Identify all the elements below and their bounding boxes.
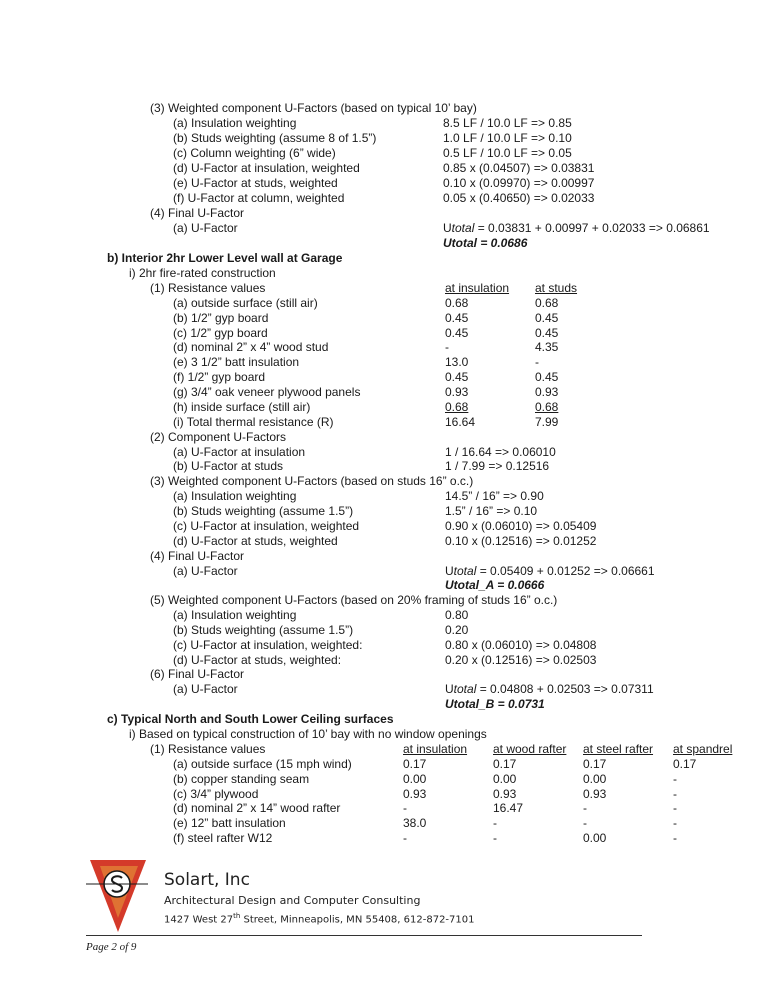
text-line: (a) U-Factor	[173, 564, 238, 578]
text-line: (a) outside surface (15 mph wind)	[173, 757, 352, 771]
value-cell: 0.17	[673, 757, 697, 771]
value-cell: Utotal_B = 0.0731	[445, 697, 545, 711]
value-cell: 38.0	[403, 816, 427, 830]
value-cell: 0.45	[535, 326, 559, 340]
value-cell: 0.20 x (0.12516) => 0.02503	[445, 653, 597, 667]
value-cell: 0.05 x (0.40650) => 0.02033	[443, 191, 595, 205]
text-line: (a) Insulation weighting	[173, 608, 297, 622]
company-address: 1427 West 27th Street, Minneapolis, MN 55408, 612-872-7101	[164, 912, 475, 926]
text-line: (f) steel rafter W12	[173, 831, 273, 845]
text-line: (e) U-Factor at studs, weighted	[173, 176, 338, 190]
value-cell: -	[493, 816, 497, 830]
value-cell: Utotal = 0.04808 + 0.02503 => 0.07311	[445, 682, 654, 696]
value-cell: -	[673, 816, 677, 830]
value-cell: 8.5 LF / 10.0 LF => 0.85	[443, 116, 572, 130]
value-cell: 0.10 x (0.09970) => 0.00997	[443, 176, 595, 190]
value-cell: Utotal = 0.05409 + 0.01252 => 0.06661	[445, 564, 655, 578]
text-line: (1) Resistance values	[150, 742, 266, 756]
value-cell: Utotal_A = 0.0666	[445, 578, 545, 592]
text-line: (a) U-Factor	[173, 682, 238, 696]
text-line: (1) Resistance values	[150, 281, 266, 295]
text-line: (f) U-Factor at column, weighted	[173, 191, 345, 205]
value-cell: 0.10 x (0.12516) => 0.01252	[445, 534, 597, 548]
text-line: (c) Column weighting (6” wide)	[173, 146, 336, 160]
text-line: (a) U-Factor	[173, 221, 238, 235]
text-line: (e) 12” batt insulation	[173, 816, 286, 830]
value-cell: -	[583, 816, 587, 830]
value-cell: 1 / 16.64 => 0.06010	[445, 445, 556, 459]
text-line: (b) U-Factor at studs	[173, 459, 284, 473]
value-cell: 0.00	[403, 772, 427, 786]
value-cell: -	[403, 801, 407, 815]
text-line: (3) Weighted component U-Factors (based on typical 10’ bay)	[150, 101, 477, 115]
text-line: (c) 3/4” plywood	[173, 787, 259, 801]
value-cell: 0.85 x (0.04507) => 0.03831	[443, 161, 595, 175]
text-line: c) Typical North and South Lower Ceiling surfaces	[107, 712, 394, 726]
value-cell: -	[583, 801, 587, 815]
footer-divider	[86, 935, 642, 936]
solart-logo-icon	[86, 858, 148, 934]
value-cell: 0.68	[535, 400, 559, 414]
text-line: (h) inside surface (still air)	[173, 400, 311, 414]
text-line: (d) U-Factor at insulation, weighted	[173, 161, 360, 175]
text-line: (g) 3/4” oak veneer plywood panels	[173, 385, 361, 399]
value-cell: 0.5 LF / 10.0 LF => 0.05	[443, 146, 572, 160]
value-cell: 13.0	[445, 355, 469, 369]
value-cell: Utotal = 0.03831 + 0.00997 + 0.02033 => 0.06861	[443, 221, 710, 235]
page-number: Page 2 of 9	[86, 941, 137, 953]
text-line: (b) 1/2” gyp board	[173, 311, 269, 325]
value-cell: at spandrel	[673, 742, 733, 756]
value-cell: 0.00	[493, 772, 517, 786]
text-line: (a) Insulation weighting	[173, 489, 297, 503]
text-line: (4) Final U-Factor	[150, 206, 245, 220]
value-cell: 0.80	[445, 608, 469, 622]
value-cell: 0.68	[445, 296, 469, 310]
value-cell: at insulation	[403, 742, 468, 756]
text-line: (c) U-Factor at insulation, weighted	[173, 519, 360, 533]
value-cell: 0.90 x (0.06010) => 0.05409	[445, 519, 597, 533]
text-line: (2) Component U-Factors	[150, 430, 287, 444]
text-line: (f) 1/2” gyp board	[173, 370, 266, 384]
value-cell: 16.47	[493, 801, 524, 815]
value-cell: -	[535, 355, 539, 369]
value-cell: 0.45	[445, 370, 469, 384]
text-line: (a) Insulation weighting	[173, 116, 297, 130]
text-line: (a) outside surface (still air)	[173, 296, 318, 310]
value-cell: at studs	[535, 281, 578, 295]
company-tagline: Architectural Design and Computer Consulting	[164, 894, 421, 907]
text-line: i) Based on typical construction of 10’ bay with no window openings	[129, 727, 487, 741]
text-line: (d) U-Factor at studs, weighted	[173, 534, 338, 548]
text-line: (c) U-Factor at insulation, weighted:	[173, 638, 363, 652]
value-cell: -	[673, 787, 677, 801]
value-cell: 0.68	[535, 296, 559, 310]
text-line: (3) Weighted component U-Factors (based on studs 16” o.c.)	[150, 474, 474, 488]
value-cell: 14.5” / 16” => 0.90	[445, 489, 544, 503]
value-cell: 0.93	[403, 787, 427, 801]
text-line: (b) Studs weighting (assume 1.5”)	[173, 504, 354, 518]
value-cell: 0.93	[535, 385, 559, 399]
text-line: (i) Total thermal resistance (R)	[173, 415, 334, 429]
value-cell: 0.45	[535, 370, 559, 384]
text-line: (5) Weighted component U-Factors (based on 20% framing of studs 16” o.c.)	[150, 593, 558, 607]
value-cell: 0.80 x (0.06010) => 0.04808	[445, 638, 597, 652]
value-cell: at wood rafter	[493, 742, 567, 756]
value-cell: -	[673, 772, 677, 786]
text-line: (e) 3 1/2” batt insulation	[173, 355, 300, 369]
value-cell: 0.20	[445, 623, 469, 637]
text-line: b) Interior 2hr Lower Level wall at Garage	[107, 251, 343, 265]
value-cell: 0.17	[493, 757, 517, 771]
text-line: (d) nominal 2” x 4” wood stud	[173, 340, 329, 354]
value-cell: -	[403, 831, 407, 845]
value-cell: 0.93	[445, 385, 469, 399]
value-cell: at steel rafter	[583, 742, 654, 756]
text-line: i) 2hr fire-rated construction	[129, 266, 276, 280]
value-cell: -	[673, 801, 677, 815]
value-cell: 0.93	[493, 787, 517, 801]
value-cell: 0.00	[583, 772, 607, 786]
text-line: (c) 1/2” gyp board	[173, 326, 268, 340]
text-line: (4) Final U-Factor	[150, 549, 245, 563]
value-cell: at insulation	[445, 281, 510, 295]
value-cell: 0.17	[583, 757, 607, 771]
value-cell: 0.00	[583, 831, 607, 845]
value-cell: Utotal = 0.0686	[443, 236, 528, 250]
text-line: (6) Final U-Factor	[150, 667, 245, 681]
value-cell: -	[493, 831, 497, 845]
text-line: (b) copper standing seam	[173, 772, 310, 786]
text-line: (d) U-Factor at studs, weighted:	[173, 653, 342, 667]
company-name: Solart, Inc	[164, 870, 250, 890]
value-cell: 1.0 LF / 10.0 LF => 0.10	[443, 131, 572, 145]
value-cell: 1.5” / 16” => 0.10	[445, 504, 538, 518]
value-cell: 0.45	[445, 311, 469, 325]
value-cell: 4.35	[535, 340, 559, 354]
value-cell: 0.45	[535, 311, 559, 325]
value-cell: 1 / 7.99 => 0.12516	[445, 459, 550, 473]
text-line: (d) nominal 2” x 14” wood rafter	[173, 801, 341, 815]
value-cell: 7.99	[535, 415, 559, 429]
text-line: (a) U-Factor at insulation	[173, 445, 306, 459]
value-cell: 16.64	[445, 415, 476, 429]
value-cell: -	[673, 831, 677, 845]
value-cell: -	[445, 340, 449, 354]
text-line: (b) Studs weighting (assume 1.5”)	[173, 623, 354, 637]
value-cell: 0.68	[445, 400, 469, 414]
value-cell: 0.17	[403, 757, 427, 771]
value-cell: 0.45	[445, 326, 469, 340]
value-cell: 0.93	[583, 787, 607, 801]
text-line: (b) Studs weighting (assume 8 of 1.5”)	[173, 131, 377, 145]
